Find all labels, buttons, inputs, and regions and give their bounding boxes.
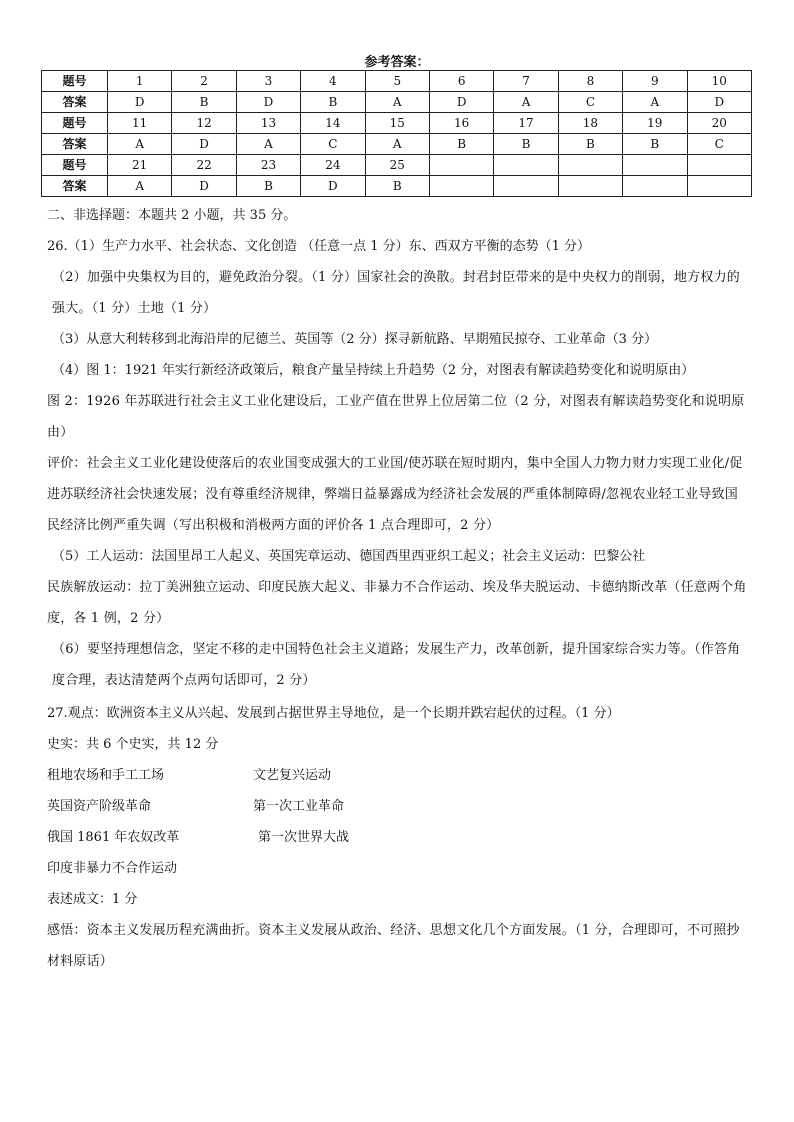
q26-part3: （3）从意大利转移到北海沿岸的尼德兰、英国等（2 分）探寻新航路、早期殖民掠夺、工业革命（3 分）	[52, 332, 658, 347]
table-row	[42, 155, 752, 176]
table-cell: D	[108, 92, 172, 113]
table-cell: 13	[236, 113, 300, 134]
page-title: 参考答案：	[364, 55, 430, 70]
table-cell: A	[494, 92, 558, 113]
table-cell: 20	[687, 113, 751, 134]
table-cell: B	[623, 134, 687, 155]
table-cell: D	[172, 134, 236, 155]
table-cell: C	[558, 92, 622, 113]
table-cell: C	[301, 134, 365, 155]
table-row	[42, 176, 752, 197]
table-cell: 21	[108, 155, 172, 176]
table-cell: B	[494, 134, 558, 155]
table-cell: 3	[236, 71, 300, 92]
q26-part2: （2）加强中央集权为目的，避免政治分裂。（1 分）国家社会的涣散。封君封臣带来的是中央权力的削弱，地方权力的强大。（1 分）土地（1 分）	[52, 270, 740, 316]
table-cell: 2	[172, 71, 236, 92]
table-cell: 23	[236, 155, 300, 176]
table-cell: A	[108, 176, 172, 197]
table-cell	[558, 155, 622, 176]
table-cell: B	[365, 176, 429, 197]
q27-facts-label: 史实：共 6 个史实，共 12 分	[47, 737, 219, 752]
row-label: 题号	[42, 155, 108, 176]
table-cell: 7	[494, 71, 558, 92]
fact-item: 印度非暴力不合作运动	[47, 861, 178, 876]
table-cell: 9	[623, 71, 687, 92]
table-cell	[429, 155, 493, 176]
row-label: 题号	[42, 113, 108, 134]
q26-part4: （4）图 1：1921 年实行新经济政策后，粮食产量呈持续上升趋势（2 分，对图表有解读趋势变化和说明原由）	[52, 363, 695, 378]
table-cell: 6	[429, 71, 493, 92]
table-cell: 12	[172, 113, 236, 134]
table-cell	[687, 155, 751, 176]
table-cell	[623, 176, 687, 197]
table-cell: B	[301, 92, 365, 113]
table-cell: B	[558, 134, 622, 155]
table-cell: 14	[301, 113, 365, 134]
table-cell	[429, 176, 493, 197]
fact-item: 第一次世界大战	[258, 830, 350, 845]
table-cell: A	[108, 134, 172, 155]
table-cell: 8	[558, 71, 622, 92]
q26-part5: （5）工人运动：法国里昂工人起义、英国宪章运动、德国西里西亚织工起义；社会主义运动：巴黎公社	[52, 549, 646, 564]
table-cell: 22	[172, 155, 236, 176]
table-cell	[494, 155, 558, 176]
answer-table	[41, 70, 752, 197]
fact-item: 俄国 1861 年农奴改革	[47, 830, 180, 845]
q26-part1: 26.（1）生产力水平、社会状态、文化创造 （任意一点 1 分）东、西双方平衡的态势（1 分）	[47, 239, 591, 254]
table-cell: 4	[301, 71, 365, 92]
table-cell: A	[365, 134, 429, 155]
q26-evaluation: 评价：社会主义工业化建设使落后的农业国变成强大的工业国/使苏联在短时期内，集中全国人力物力财力实现工业化/促进苏联经济社会快速发展；没有尊重经济规律，弊端日益暴露成为经济社会发展的严重体制障碍/忽视农业轻工业导致国民经济比例严重失调（写出积极和消极两方面的评价各 1 点合理即可，2 分）	[47, 456, 743, 533]
table-cell: 15	[365, 113, 429, 134]
table-cell: B	[172, 92, 236, 113]
table-cell: 11	[108, 113, 172, 134]
table-row	[42, 113, 752, 134]
table-cell: 1	[108, 71, 172, 92]
table-cell: A	[623, 92, 687, 113]
row-label: 答案	[42, 176, 108, 197]
table-cell: 5	[365, 71, 429, 92]
table-cell: 17	[494, 113, 558, 134]
table-row	[42, 71, 752, 92]
q26-national-liberation: 民族解放运动：拉丁美洲独立运动、印度民族大起义、非暴力不合作运动、埃及华夫脱运动、卡德纳斯改革（任意两个角度，各 1 例，2 分）	[47, 580, 747, 626]
table-cell: C	[687, 134, 751, 155]
table-cell: 25	[365, 155, 429, 176]
table-cell: A	[236, 134, 300, 155]
fact-item: 英国资产阶级革命	[47, 799, 152, 814]
table-cell: D	[301, 176, 365, 197]
table-cell: 24	[301, 155, 365, 176]
table-cell: D	[172, 176, 236, 197]
q27-reflection: 感悟：资本主义发展历程充满曲折。资本主义发展从政治、经济、思想文化几个方面发展。（1 分，合理即可，不可照抄材料原话）	[47, 923, 740, 969]
table-cell: 19	[623, 113, 687, 134]
q26-part6: （6）要坚持理想信念，坚定不移的走中国特色社会主义道路；发展生产力，改革创新，提升国家综合实力等。（作答角度合理，表达清楚两个点两句话即可，2 分）	[52, 642, 741, 688]
table-cell	[494, 176, 558, 197]
table-cell: 16	[429, 113, 493, 134]
q27-expression: 表述成文：1 分	[47, 892, 138, 907]
row-label: 题号	[42, 71, 108, 92]
table-cell: 10	[687, 71, 751, 92]
table-cell: D	[687, 92, 751, 113]
table-row	[42, 92, 752, 113]
section-heading: 二、非选择题：本题共 2 小题，共 35 分。	[47, 208, 297, 223]
fact-item: 租地农场和手工工场	[47, 768, 165, 783]
q26-figure2: 图 2：1926 年苏联进行社会主义工业化建设后，工业产值在世界上位居第二位（2 分，对图表有解读趋势变化和说明原由）	[47, 394, 745, 440]
fact-item: 文艺复兴运动	[253, 768, 332, 783]
table-cell	[558, 176, 622, 197]
table-cell: A	[365, 92, 429, 113]
table-cell: B	[236, 176, 300, 197]
table-cell: 18	[558, 113, 622, 134]
table-cell: D	[236, 92, 300, 113]
table-cell: D	[429, 92, 493, 113]
table-cell	[623, 155, 687, 176]
fact-item: 第一次工业革命	[253, 799, 345, 814]
q27-viewpoint: 27.观点：欧洲资本主义从兴起、发展到占据世界主导地位，是一个长期并跌宕起伏的过程。（1 分）	[47, 706, 620, 721]
row-label: 答案	[42, 92, 108, 113]
table-cell: B	[429, 134, 493, 155]
row-label: 答案	[42, 134, 108, 155]
table-cell	[687, 176, 751, 197]
table-row	[42, 134, 752, 155]
